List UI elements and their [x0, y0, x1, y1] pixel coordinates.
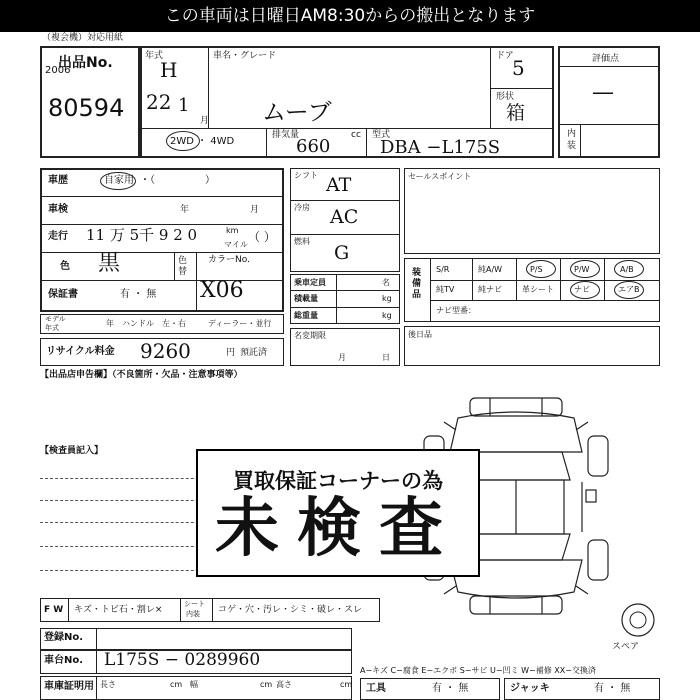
equip-navi: ナビ [574, 285, 590, 294]
stamp-line1: 買取保証コーナーの為 [233, 469, 443, 493]
equip-air-bag-2: エアB [618, 285, 640, 294]
registration-era: H [160, 58, 178, 82]
equip-ab-circle [614, 260, 644, 278]
seat-label-top: シート [184, 600, 205, 608]
chassis-value: L175S − 0289960 [104, 650, 261, 670]
mileage-bracket: （ ） [248, 230, 276, 244]
aircon-value: AC [330, 206, 359, 228]
jack-options: 有 ・ 無 [594, 683, 631, 694]
displacement-unit: cc [351, 130, 361, 140]
equip-power-windows: P/W [574, 265, 590, 274]
shift-label: シフト [294, 171, 318, 180]
mileage-unit-mile: マイル [224, 240, 248, 249]
notes-header: 【出品店申告欄】（不良箇所・欠品・注意事項等） [40, 370, 243, 380]
equip-sunroof: S/R [436, 265, 450, 274]
posting-date-label: 後日品 [408, 330, 432, 339]
cert-height-label: 高さ [276, 680, 292, 689]
doors-value: 5 [512, 56, 525, 80]
tools-options: 有 ・ 無 [432, 683, 469, 694]
seat-label-bottom: 内装 [186, 610, 200, 618]
garage-cert-label: 車庫証明用 [44, 681, 94, 692]
history-rest: ・（ ） [140, 175, 215, 186]
registration-month-unit: 月 [200, 116, 210, 126]
registration-year: 22 [146, 90, 172, 114]
cert-width-unit: cm [260, 680, 273, 689]
mileage-unit-km: km [226, 226, 239, 235]
registration-label: 年式 [145, 51, 164, 61]
load-unit: kg [382, 294, 392, 303]
unchecked-stamp [196, 449, 480, 577]
stamp-line2: 未検査 [215, 492, 461, 566]
name-change-month-unit: 月 [338, 353, 346, 362]
body-shape-value: 箱 [506, 102, 526, 124]
fuel-value: G [334, 242, 350, 264]
interior-label: 内装 [567, 129, 577, 151]
weight-label: 総重量 [294, 311, 318, 320]
model-value: DBA −L175S [380, 137, 501, 158]
recycle-label: リサイクル料金 [46, 346, 115, 357]
posting-date-box [404, 326, 660, 366]
capacity-unit: 名 [382, 278, 390, 287]
equip-genuine-tv: 純TV [436, 285, 455, 294]
equip-power-steering: P/S [530, 265, 543, 274]
model-label: 型式 [372, 130, 391, 140]
cert-height-unit: cm [340, 680, 353, 689]
displacement-label: 排気量 [272, 130, 300, 140]
displacement-value: 660 [296, 136, 331, 157]
inspection-year-unit: 年 [180, 205, 190, 215]
cert-length-unit: cm [170, 680, 183, 689]
chassis-label: 車台No. [44, 655, 84, 666]
cert-length-label: 長さ [100, 680, 116, 689]
cert-width-label: 幅 [190, 680, 198, 689]
car-name-value: ムーブ [262, 98, 332, 126]
equip-navi-circle [570, 281, 600, 299]
announcement-banner: この車両は日曜日AM8:30からの搬出となります [0, 0, 700, 32]
lot-label: 出品No. [58, 55, 113, 71]
shift-value: AT [326, 174, 352, 196]
body-shape-label: 形状 [496, 92, 515, 102]
equip-leather-seat: 革シート [522, 285, 554, 294]
lot-year-tag: 2006 [45, 65, 71, 76]
dealer-options: ディーラー・並行 [208, 319, 272, 328]
recycle-deposit: 預託済 [240, 348, 268, 358]
inspection-label: 車検 [48, 204, 68, 215]
reg-number-label: 登録No. [44, 632, 84, 643]
equip-airb-circle [614, 281, 644, 299]
history-label: 車歴 [48, 175, 68, 186]
recycle-value: 9260 [140, 339, 191, 363]
equip-genuine-navi: 純ナビ [478, 285, 502, 294]
navi-model-label: ナビ型番： [436, 306, 476, 315]
sales-point-label: セールスポイント [408, 172, 472, 181]
score-value: — [592, 80, 614, 105]
color-change-label: 色替 [178, 256, 188, 277]
color-value: 黒 [98, 251, 121, 276]
warranty-options: 有 ・ 無 [120, 289, 157, 300]
model-year-unit: 年 [106, 319, 114, 328]
recycle-unit: 円 [226, 348, 236, 358]
drive-options: 2WD ・ 4WD [170, 136, 235, 147]
registration-month: 1 [178, 95, 190, 116]
name-change-label: 名変期限 [294, 331, 326, 340]
handle-options: ハンドル 左・右 [122, 319, 186, 328]
equip-airbag: A/B [620, 265, 634, 274]
fw-label: F W [44, 605, 64, 615]
color-no-label: カラーNo. [208, 255, 250, 265]
history-selected-circle [100, 172, 136, 190]
reg-number-row [40, 628, 352, 650]
history-value: 自家用 [104, 175, 134, 186]
equipment-label: 装備品 [412, 268, 422, 300]
model-year-label-top: モデル [45, 315, 66, 323]
model-year-label-bottom: 年式 [45, 324, 59, 332]
color-no-value: X06 [200, 278, 244, 303]
form-type-note: （複会機）対応用紙 [42, 33, 124, 43]
mileage-label: 走行 [48, 231, 68, 242]
inspection-month-unit: 月 [250, 205, 260, 215]
warranty-label: 保証書 [48, 289, 78, 300]
equip-alloy-wheels: 純A/W [478, 265, 503, 274]
score-label: 評価点 [592, 54, 620, 64]
equip-pw-circle [570, 260, 600, 278]
jack-label: ジャッキ [510, 683, 550, 694]
color-label: 色 [60, 261, 70, 272]
fw-description: キズ・トビ石・割レ× [74, 605, 163, 615]
tools-label: 工具 [366, 683, 386, 694]
equip-ps-circle [526, 260, 556, 278]
name-change-day-unit: 日 [382, 353, 390, 362]
capacity-label: 乗車定員 [294, 278, 326, 287]
fuel-label: 燃料 [294, 237, 310, 246]
load-label: 積載量 [294, 294, 318, 303]
spare-tire-icon [618, 600, 658, 640]
spare-label: スペア [612, 642, 640, 652]
inspector-header: 【検査員記入】 [40, 446, 104, 456]
seat-description: コゲ・穴・汚レ・シミ・破レ・スレ [218, 605, 363, 615]
damage-legend: A−キズ C−腐食 E−エクボ S−サビ U−凹ミ W−補修 XX−交換済 [360, 666, 596, 675]
doors-label: ドア [496, 51, 514, 61]
weight-unit: kg [382, 311, 392, 320]
lot-number: 80594 [48, 94, 125, 122]
car-name-label: 車名・グレード [213, 51, 277, 61]
aircon-label: 冷房 [294, 203, 310, 212]
mileage-value: 11 万 5千 9 2 0 [86, 226, 198, 244]
